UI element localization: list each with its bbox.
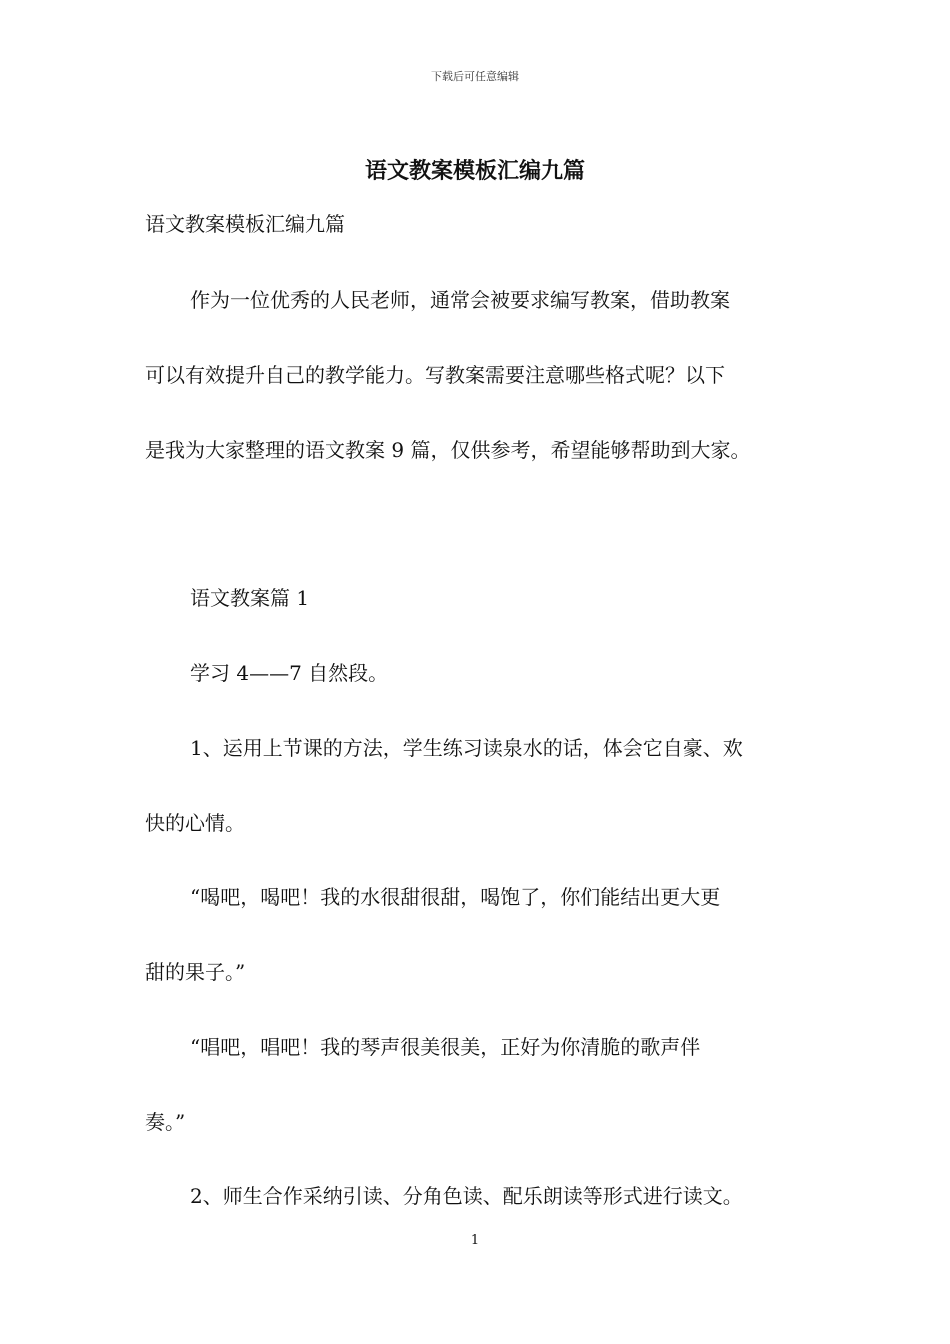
section-heading: 语文教案篇 1 [190,586,310,610]
quote-line: “喝吧，喝吧！我的水很甜很甜，喝饱了，你们能结出更大更 [190,885,721,909]
paragraph-line: 1、运用上节课的方法，学生练习读泉水的话，体会它自豪、欢 [190,736,743,760]
paragraph-line: 可以有效提升自己的教学能力。写教案需要注意哪些格式呢？以下 [145,363,725,387]
page-number: 1 [470,1233,480,1248]
paragraph-line: 是我为大家整理的语文教案 9 篇，仅供参考，希望能够帮助到大家。 [145,438,751,462]
paragraph-line: 2、师生合作采纳引读、分角色读、配乐朗读等形式进行读文。 [190,1184,743,1208]
quote-line: 甜的果子。” [145,960,246,984]
paragraph-line: 学习 4——7 自然段。 [190,661,389,685]
quote-line: “唱吧，唱吧！我的琴声很美很美，正好为你清脆的歌声伴 [190,1035,701,1059]
quote-line: 奏。” [145,1110,186,1134]
paragraph-line: 作为一位优秀的人民老师，通常会被要求编写教案，借助教案 [190,288,730,312]
paragraph-line: 快的心情。 [145,811,245,835]
header-note: 下载后可任意编辑 [431,70,519,83]
subtitle-line: 语文教案模板汇编九篇 [145,212,345,236]
document-title: 语文教案模板汇编九篇 [364,158,585,184]
